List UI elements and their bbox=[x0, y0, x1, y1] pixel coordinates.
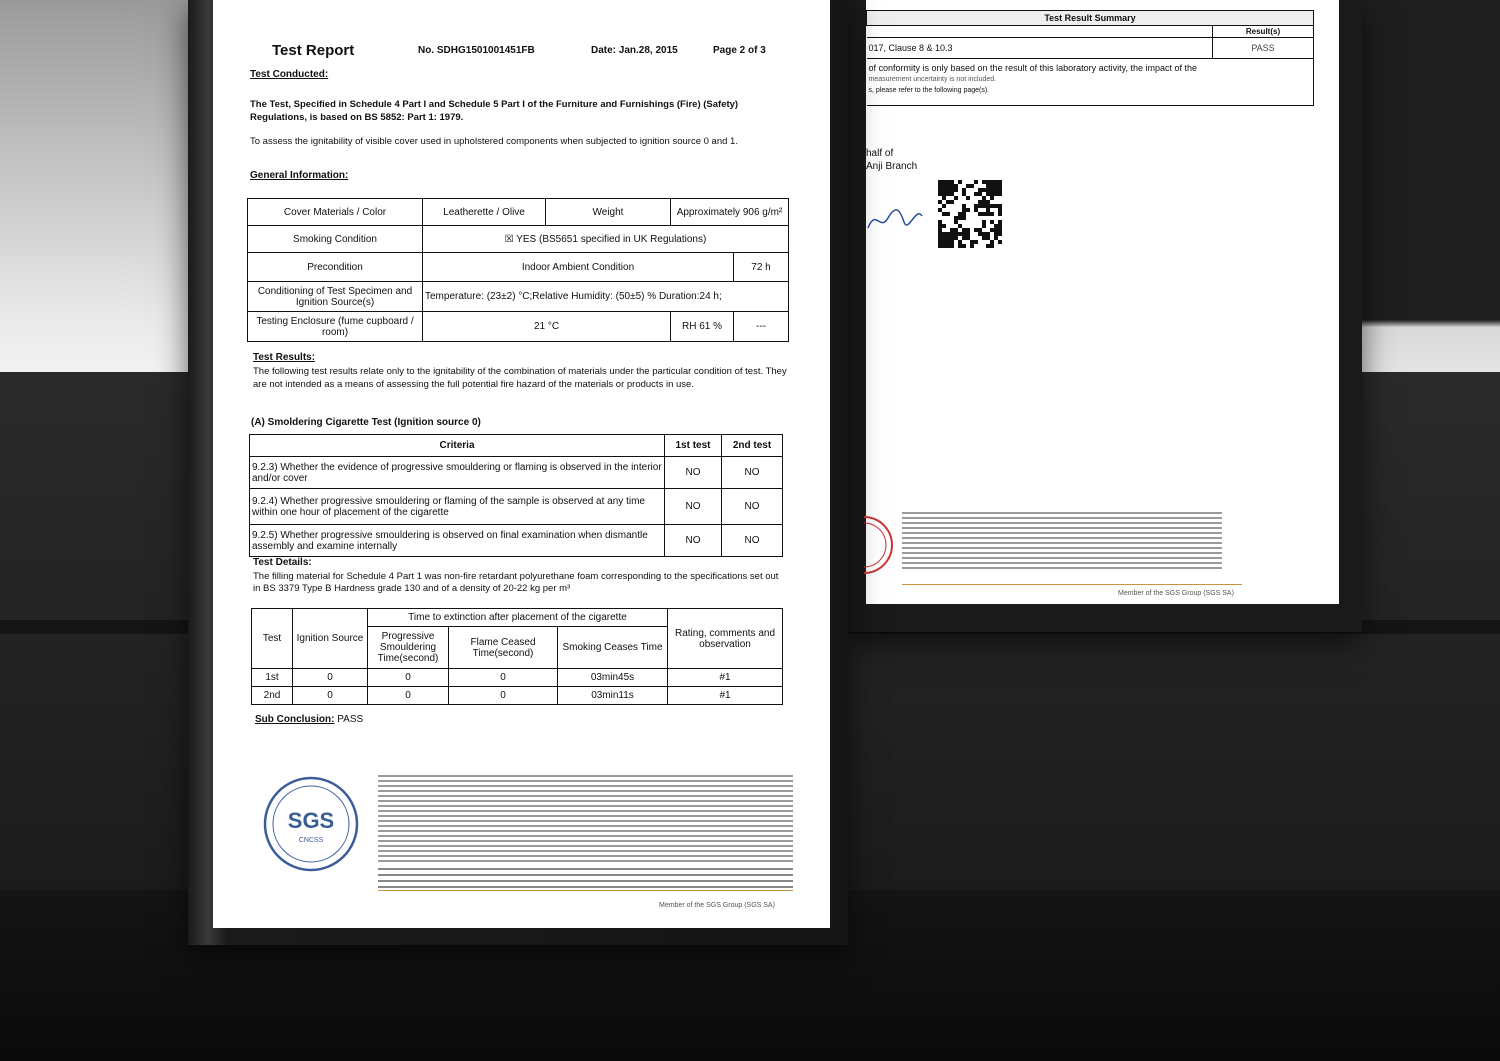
test1-header: 1st test bbox=[665, 435, 722, 457]
test-results-text: The following test results relate only to the ignitability of the combination of materials under the particular condition of test. They are not intended as a means of assessing the full potential fire hazard of the materials or products in use. bbox=[253, 366, 787, 390]
details-row-1-flame: 0 bbox=[449, 669, 558, 687]
test-conducted-heading: Test Conducted: bbox=[250, 69, 329, 80]
report-page: Page 2 of 3 bbox=[713, 45, 766, 56]
signature bbox=[866, 198, 926, 238]
refer-text: s, please refer to the following page(s). bbox=[868, 87, 990, 94]
conformity-text-2: measurement uncertainty is not included. bbox=[868, 76, 997, 83]
details-h-group: Time to extinction after placement of the cigarette bbox=[368, 609, 668, 627]
criteria-row-1: 9.2.3) Whether the evidence of progressive smouldering or flaming is observed in the interior and/or cover bbox=[250, 457, 665, 489]
enclosure-label: Testing Enclosure (fume cupboard / room) bbox=[248, 312, 423, 342]
report-number: No. SDHG1501001451FB bbox=[418, 45, 535, 56]
details-row-2-flame: 0 bbox=[449, 687, 558, 705]
enclosure-temp: 21 °C bbox=[423, 312, 671, 342]
criteria-table bbox=[249, 434, 783, 557]
details-row-1-prog: 0 bbox=[368, 669, 449, 687]
weight-label: Weight bbox=[546, 199, 671, 226]
purpose-text: To assess the ignitability of visible cover used in upholstered components when subjected to ignition source 0 and 1. bbox=[250, 136, 738, 147]
test-conducted-text: The Test, Specified in Schedule 4 Part I and Schedule 5 Part I of the Furniture and Furnishings (Fire) (Safety) Regulations, is based on BS 5852: Part 1: 1979. bbox=[250, 99, 739, 123]
criteria-row-1-t1: NO bbox=[665, 457, 722, 489]
criteria-row-3-t1: NO bbox=[665, 525, 722, 557]
test-details-text: The filling material for Schedule 4 Part 1 was non-fire retardant polyurethane foam corresponding to the specifications set out in BS 3379 Type B Hardness grade 130 and of a density of 20-22 kg per m³ bbox=[253, 571, 779, 594]
sub-conclusion-label: Sub Conclusion: bbox=[255, 714, 335, 725]
enclosure-extra: --- bbox=[734, 312, 789, 342]
details-h-rating: Rating, comments and observation bbox=[668, 609, 783, 669]
background-right-panel bbox=[1360, 0, 1500, 372]
details-row-2-rating: #1 bbox=[668, 687, 783, 705]
cover-materials-label: Cover Materials / Color bbox=[248, 199, 423, 226]
criteria-header: Criteria bbox=[250, 435, 665, 457]
general-info-table bbox=[247, 198, 789, 342]
member-text: Member of the SGS Group (SGS SA) bbox=[659, 902, 775, 909]
details-h-test: Test bbox=[252, 609, 293, 669]
summary-title: Test Result Summary bbox=[867, 11, 1314, 26]
details-row-2-test: 2nd bbox=[252, 687, 293, 705]
general-info-heading: General Information: bbox=[250, 170, 349, 181]
disclaimer-text-block bbox=[902, 512, 1222, 570]
criteria-row-3: 9.2.5) Whether progressive smouldering is observed on final examination when dismantle assembly and examine internally bbox=[250, 525, 665, 557]
summary-table bbox=[866, 10, 1314, 106]
signer-branch: Anji Branch bbox=[866, 161, 918, 172]
sub-conclusion bbox=[255, 714, 363, 725]
conformity-text: of conformity is only based on the result of this laboratory activity, the impact of the bbox=[868, 63, 1197, 73]
details-h-prog: Progressive Smouldering Time(second) bbox=[368, 627, 449, 669]
conditioning-value: Temperature: (23±2) °C;Relative Humidity: (50±5) % Duration:24 h; bbox=[423, 282, 789, 312]
details-row-2-source: 0 bbox=[293, 687, 368, 705]
weight-value: Approximately 906 g/m² bbox=[671, 199, 789, 226]
criteria-row-1-t2: NO bbox=[722, 457, 783, 489]
sgs-seal-icon bbox=[263, 772, 361, 882]
details-row-1-source: 0 bbox=[293, 669, 368, 687]
precondition-time: 72 h bbox=[734, 253, 789, 282]
smoking-condition-value: ☒ YES (BS5651 specified in UK Regulations) bbox=[423, 226, 789, 253]
details-h-source: Ignition Source bbox=[293, 609, 368, 669]
details-row-2-prog: 0 bbox=[368, 687, 449, 705]
sub-conclusion-value: PASS bbox=[337, 714, 364, 725]
test2-header: 2nd test bbox=[722, 435, 783, 457]
report-date: Date: Jan.28, 2015 bbox=[591, 45, 678, 56]
details-h-flame: Flame Ceased Time(second) bbox=[449, 627, 558, 669]
criteria-row-3-t2: NO bbox=[722, 525, 783, 557]
seal-sub: CNCSS bbox=[298, 837, 324, 844]
details-row-1-rating: #1 bbox=[668, 669, 783, 687]
disclaimer-block bbox=[378, 775, 793, 865]
smoking-condition-label: Smoking Condition bbox=[248, 226, 423, 253]
cover-materials-value: Leatherette / Olive bbox=[423, 199, 546, 226]
test-details-heading: Test Details: bbox=[253, 557, 312, 568]
details-row-2-smoke: 03min11s bbox=[558, 687, 668, 705]
test-results-heading: Test Results: bbox=[253, 352, 316, 363]
front-page bbox=[213, 0, 830, 928]
report-title: Test Report bbox=[272, 42, 355, 59]
criteria-row-2-t1: NO bbox=[665, 489, 722, 525]
signed-for: half of bbox=[866, 148, 894, 159]
details-row-1-smoke: 03min45s bbox=[558, 669, 668, 687]
back-page bbox=[866, 0, 1339, 604]
summary-row-result: PASS bbox=[1213, 38, 1314, 59]
criteria-row-2: 9.2.4) Whether progressive smouldering or flaming of the sample is observed at any time within one hour of placement of the cigarette bbox=[250, 489, 665, 525]
qr-code-icon bbox=[936, 178, 1004, 250]
details-table bbox=[251, 608, 783, 705]
result-header: Result(s) bbox=[1213, 26, 1314, 38]
precondition-label: Precondition bbox=[248, 253, 423, 282]
precondition-value: Indoor Ambient Condition bbox=[423, 253, 734, 282]
back-member-text: Member of the SGS Group (SGS SA) bbox=[1118, 590, 1234, 597]
details-row-1-test: 1st bbox=[252, 669, 293, 687]
enclosure-rh: RH 61 % bbox=[671, 312, 734, 342]
conditioning-label: Conditioning of Test Specimen and Ignition Source(s) bbox=[248, 282, 423, 312]
details-h-smoke: Smoking Ceases Time bbox=[558, 627, 668, 669]
summary-row-text: 017, Clause 8 & 10.3 bbox=[867, 38, 1213, 59]
criteria-row-2-t2: NO bbox=[722, 489, 783, 525]
red-stamp-icon bbox=[864, 510, 894, 580]
address-lines bbox=[378, 868, 793, 888]
seal-text: SGS bbox=[287, 808, 335, 833]
section-a-heading: (A) Smoldering Cigarette Test (Ignition source 0) bbox=[251, 417, 481, 428]
background-left-light bbox=[0, 0, 190, 372]
